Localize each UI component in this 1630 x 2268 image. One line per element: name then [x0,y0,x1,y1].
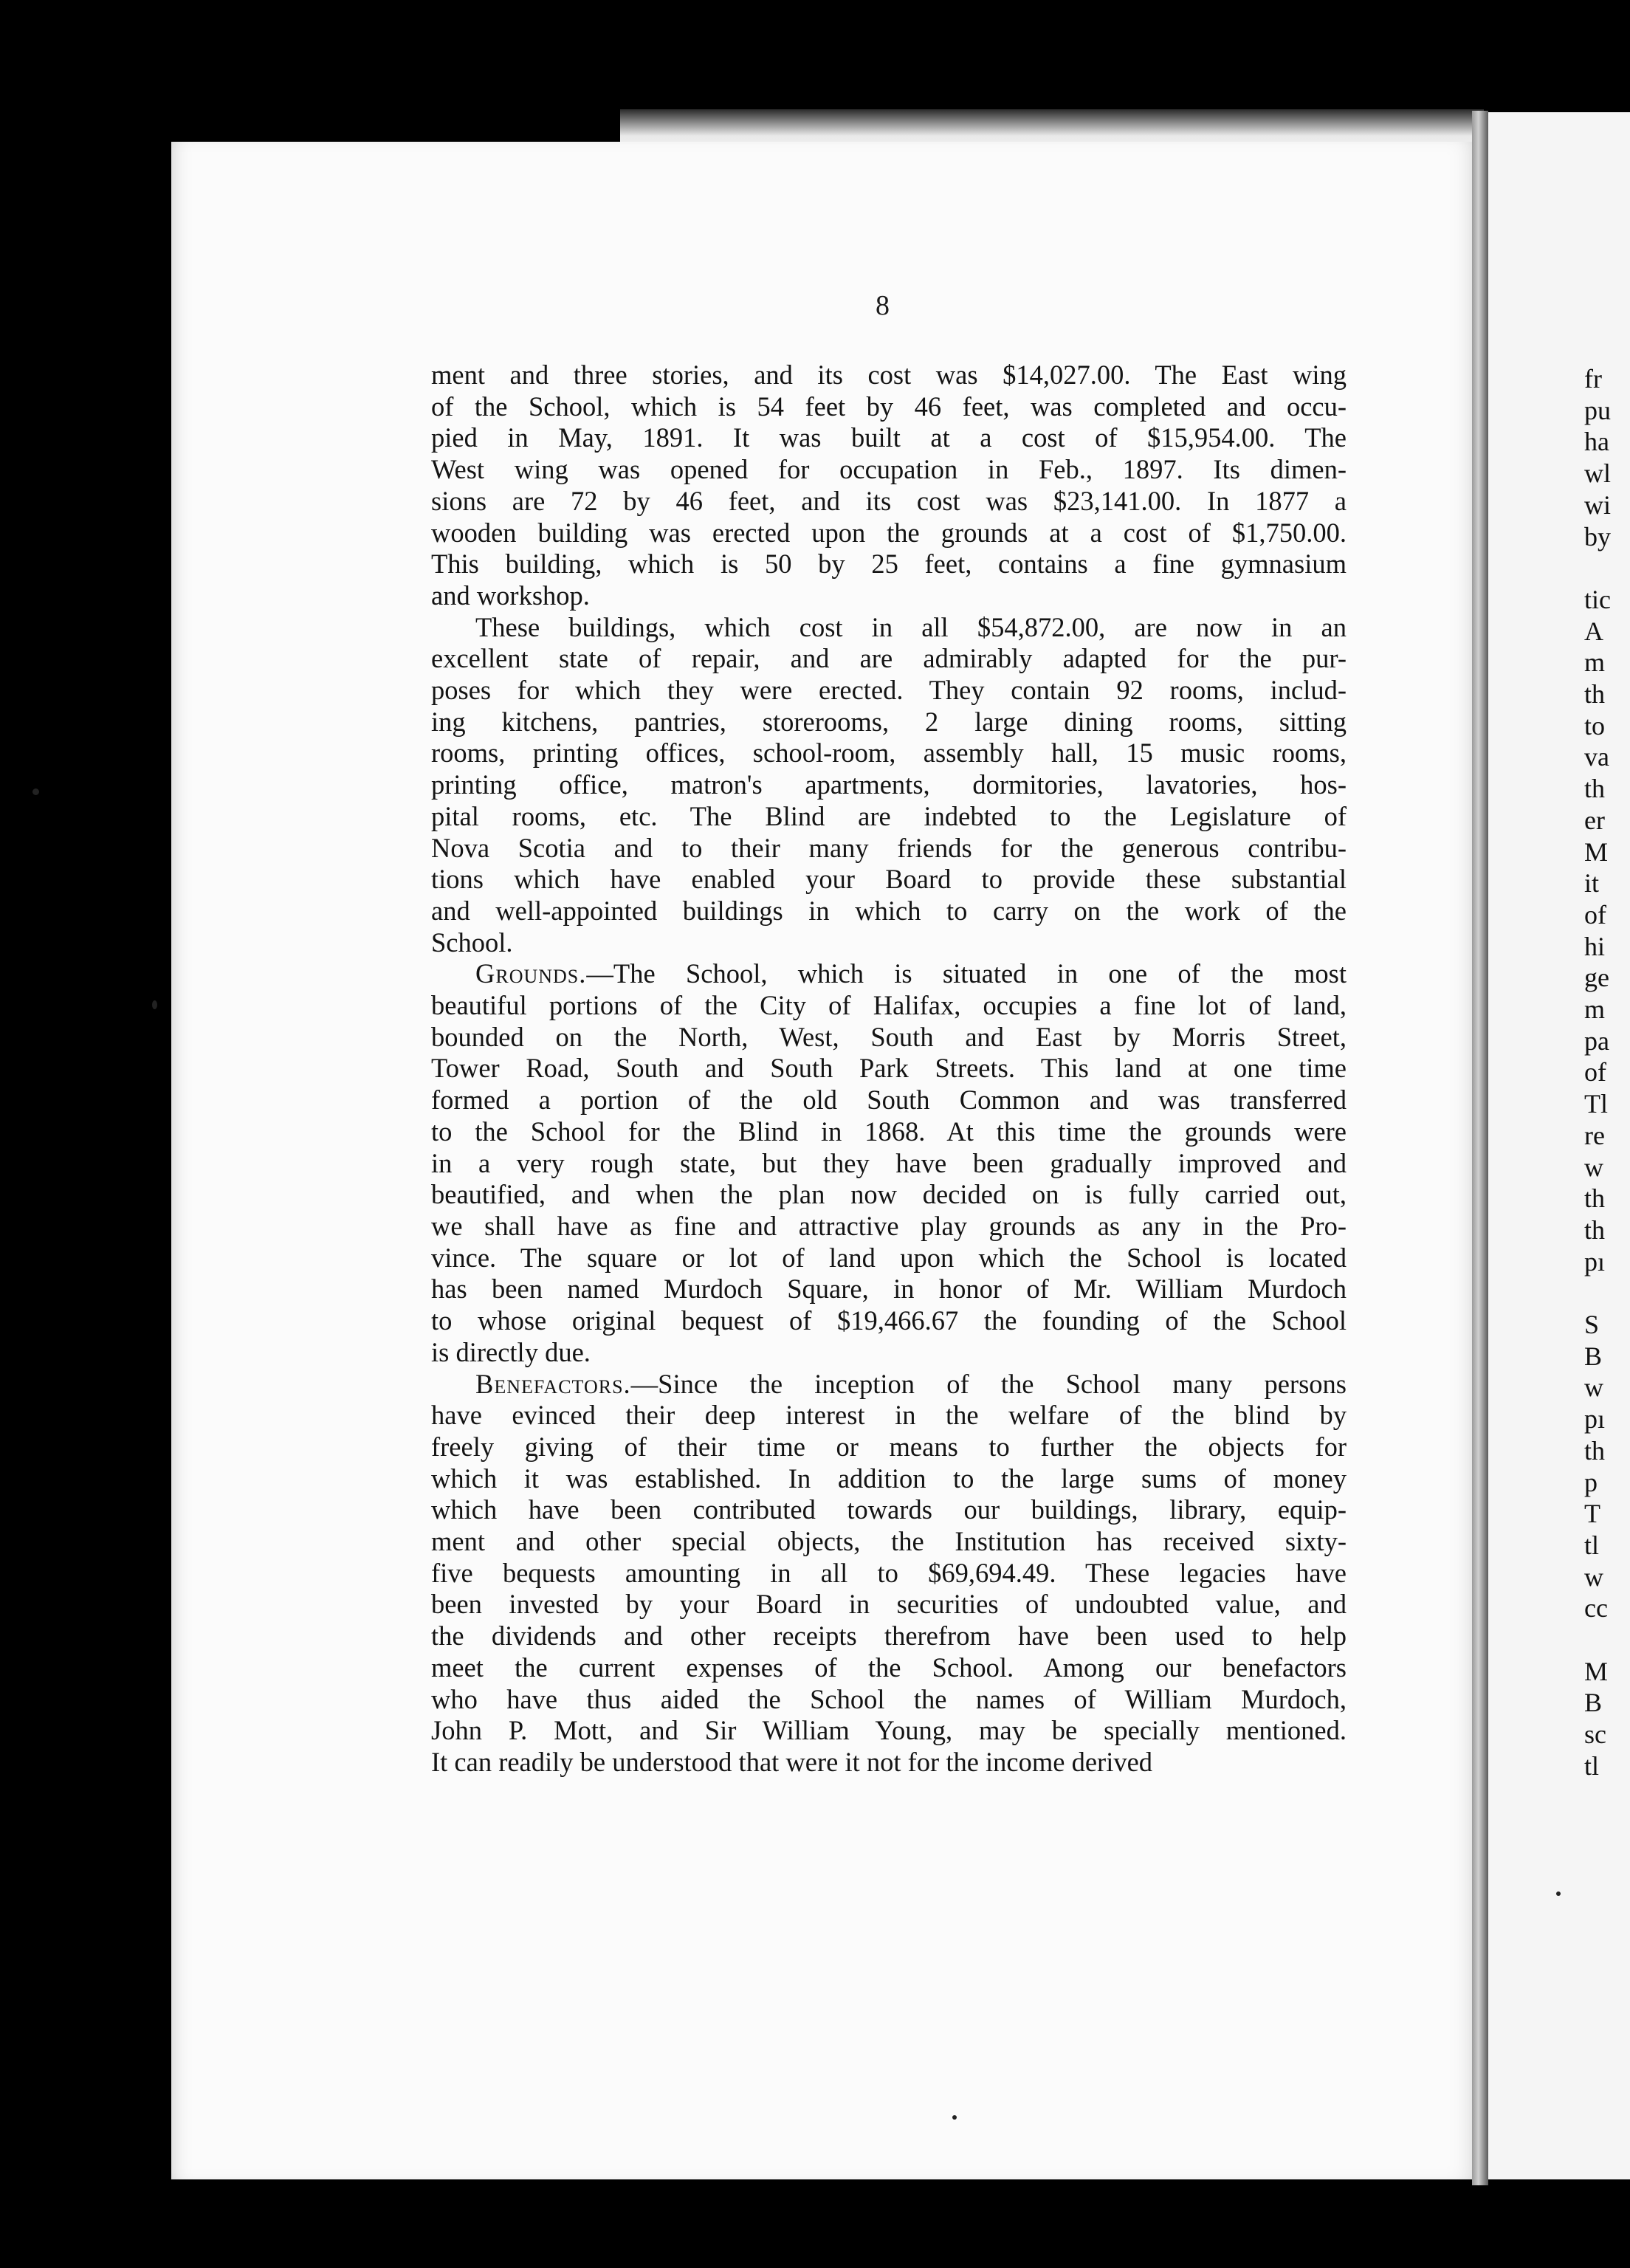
text-line: freely giving of their time or means to further the objects for [431,1431,1347,1462]
text-line: excellent state of repair, and are admirably adapted for the pur- [431,643,1347,674]
text-line: poses for which they were erected. They contain 92 rooms, includ- [431,675,1347,706]
facing-page-fragment: ha [1584,427,1609,457]
text-line: who have thus aided the School the names of William Murdoch, [431,1683,1347,1714]
text-line: has been named Murdoch Square, in honor of Mr. William Murdoch [431,1274,1347,1305]
text-line: These buildings, which cost in all $54,872.00, are now in an [475,611,1347,642]
text-line-with-heading [431,958,1347,990]
text-line: been invested by your Board in securities of undoubted value, and [431,1589,1347,1620]
facing-page-fragment: wl [1584,458,1611,489]
facing-page-fragment: it [1584,868,1600,898]
facing-page-fragment: th [1584,1435,1606,1465]
text-line: and workshop. [431,580,590,611]
text-line: School. [431,927,513,958]
facing-page-fragment: fr [1584,364,1602,394]
facing-page-fragment: T [1584,1499,1600,1529]
text-line: is directly due. [431,1336,591,1367]
text-line: bounded on the North, West, South and East by Morris Street, [431,1021,1347,1052]
text-line: rooms, printing offices, school-room, assembly hall, 15 music rooms, [431,738,1347,769]
facing-page-fragment: pı [1584,1246,1606,1276]
text-line: printing office, matron's apartments, dormitories, lavatories, hos- [431,769,1347,800]
facing-page-fragment: wi [1584,489,1611,520]
text-line: to whose original bequest of $19,466.67 the founding of the School [431,1305,1347,1336]
facing-page-fragment: m [1584,994,1606,1024]
text-line: formed a portion of the old South Common and was transferred [431,1085,1347,1116]
text-line: ing kitchens, pantries, storerooms, 2 large dining rooms, sitting [431,706,1347,737]
text-line: five bequests amounting in all to $69,694.49. These legacies have [431,1557,1347,1588]
facing-page-fragment: by [1584,521,1611,551]
facing-page-fragment: pu [1584,395,1611,425]
facing-page-fragment: M [1584,1656,1609,1686]
facing-page-fragment: er [1584,805,1605,835]
facing-page-fragment: p [1584,1467,1598,1497]
facing-page-fragment: pı [1584,1404,1606,1434]
facing-page-fragment: tl [1584,1750,1600,1781]
text-line: beautified, and when the plan now decided on is fully carried out, [431,1179,1347,1210]
text-line: meet the current expenses of the School. Among our benefactors [431,1652,1347,1683]
text-line: beautiful portions of the City of Halifax, occupies a fine lot of land, [431,990,1347,1021]
text-line: have evinced their deep interest in the welfare of the blind by [431,1400,1347,1431]
section-heading: Benefactors. [475,1368,631,1399]
facing-page-fragment: tic [1584,584,1611,614]
scan-speck [32,788,39,795]
text-line: wooden building was erected upon the grounds at a cost of $1,750.00. [431,517,1347,548]
paragraph [431,1369,1347,1779]
body-text [431,360,1347,1779]
facing-page-fragment: hi [1584,931,1606,961]
scan-speck [152,1000,157,1009]
facing-page-fragment: w [1584,1152,1603,1182]
text-line: pied in May, 1891. It was built at a cost of $15,954.00. The [431,422,1347,453]
facing-page-fragment: S [1584,1310,1600,1339]
facing-page-fragment: pa [1584,1025,1609,1056]
text-line: This building, which is 50 by 25 feet, contains a fine gymnasium [431,549,1347,580]
facing-page-fragment: ge [1584,963,1609,993]
facing-page-fragment: sc [1584,1719,1606,1750]
facing-page-fragment: A [1584,616,1603,646]
facing-page-fragment: w [1584,1561,1603,1592]
facing-page-fragment: th [1584,1183,1606,1214]
text-line: It can readily be understood that were it not for the income derived [431,1746,1153,1777]
text-line: vince. The square or lot of land upon which the School is located [431,1242,1347,1273]
facing-page-fragment: va [1584,742,1609,772]
text-line: West wing was opened for occupation in Feb., 1897. Its dimen- [431,454,1347,485]
text-line: —Since the inception of the School many persons [630,1368,1347,1399]
scan-speck [952,2115,957,2120]
paragraph [431,958,1347,1368]
text-line-with-heading [431,1369,1347,1401]
facing-page-fragment: th [1584,679,1606,709]
facing-page-fragment: tl [1584,1530,1600,1560]
facing-page-fragment: Tl [1584,1089,1608,1119]
text-line: John P. Mott, and Sir William Young, may be specially mentioned. [431,1715,1347,1746]
facing-page-fragment: of [1584,899,1606,929]
text-line: Nova Scotia and to their many friends for the generous contribu- [431,832,1347,863]
facing-page [1488,112,1630,2179]
scan-speck [1556,1891,1561,1896]
facing-page-fragment: to [1584,710,1606,740]
facing-page-fragment: B [1584,1688,1603,1718]
text-line: the dividends and other receipts therefrom have been used to help [431,1621,1347,1652]
facing-page-fragment: re [1584,1120,1605,1150]
facing-page-fragment: B [1584,1341,1603,1371]
facing-page-fragment: th [1584,1214,1606,1245]
text-line: tions which have enabled your Board to provide these substantial [431,864,1347,895]
facing-page-fragment: M [1584,836,1609,867]
text-line: we shall have as fine and attractive play grounds as any in the Pro- [431,1210,1347,1241]
facing-page-fragment: of [1584,1057,1606,1087]
text-line: ment and other special objects, the Institution has received sixty- [431,1526,1347,1557]
facing-page-fragment: th [1584,774,1606,804]
text-line: —The School, which is situated in one of the most [586,958,1347,989]
text-line: to the School for the Blind in 1868. At this time the grounds were [431,1116,1347,1147]
facing-page-fragment: cc [1584,1593,1608,1623]
text-line: in a very rough state, but they have been gradually improved and [431,1147,1347,1178]
text-line: sions are 72 by 46 feet, and its cost was $23,141.00. In 1877 a [431,485,1347,516]
text-line: which have been contributed towards our buildings, library, equip- [431,1494,1347,1525]
text-line: Tower Road, South and South Park Streets. This land at one time [431,1053,1347,1084]
text-line: and well-appointed buildings in which to carry on the work of the [431,895,1347,926]
section-heading: Grounds. [475,958,587,989]
text-line: ment and three stories, and its cost was $14,027.00. The East wing [431,360,1347,390]
book-gutter [1472,111,1488,2185]
facing-page-fragment: m [1584,647,1606,678]
page-number: 8 [876,290,890,321]
facing-page-fragment: w [1584,1372,1603,1403]
paragraph [431,360,1347,612]
text-line: which it was established. In addition to the large sums of money [431,1463,1347,1494]
paragraph [431,612,1347,959]
text-line: pital rooms, etc. The Blind are indebted to the Legislature of [431,800,1347,831]
text-line: of the School, which is 54 feet by 46 feet, was completed and occu- [431,391,1347,422]
